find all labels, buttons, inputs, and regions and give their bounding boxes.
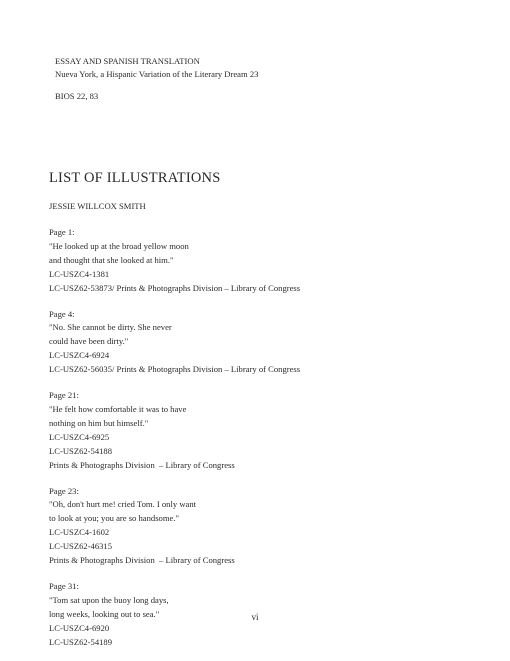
- entry-caption-line: and thought that she looked at him.": [49, 254, 174, 265]
- entry-caption-line: nothing on him but himself.": [49, 417, 149, 428]
- illustration-entry: [49, 308, 469, 378]
- illustration-entry: [49, 226, 469, 296]
- entry-caption-line: "Oh, don't hurt me! cried Tom. I only want: [49, 499, 197, 510]
- entry-reference: LC-USZ62-54189: [49, 636, 113, 647]
- entry-page-label: Page 31:: [49, 580, 79, 591]
- front-spacer: [55, 81, 258, 90]
- entry-reference: LC-USZ62-46315: [49, 541, 113, 552]
- list-title: LIST OF ILLUSTRATIONS: [49, 170, 221, 186]
- artist-name: JESSIE WILLCOX SMITH: [49, 201, 146, 211]
- entry-page-label: Page 1:: [49, 227, 75, 237]
- entry-reference: LC-USZ62-53873/ Prints & Photographs Division – Library of Congress: [49, 282, 301, 293]
- front-line-bios: BIOS 22, 83: [55, 91, 99, 101]
- entry-page-label: Page 23:: [49, 485, 79, 496]
- entry-page-label: Page 21:: [49, 390, 79, 401]
- entry-reference: LC-USZC4-6925: [49, 431, 110, 442]
- entry-reference: LC-USZC4-6924: [49, 350, 110, 361]
- front-line-essay-title: Nueva York, a Hispanic Variation of the Literary Dream 23: [55, 69, 259, 79]
- illustration-entry: [49, 389, 469, 472]
- entry-caption-line: long weeks, looking out to sea.": [49, 608, 160, 619]
- entry-page-label: Page 4:: [49, 308, 75, 319]
- entry-reference: LC-USZ62-54188: [49, 445, 113, 456]
- front-matter-block: [55, 55, 258, 103]
- entry-caption-line: "He felt how comfortable it was to have: [49, 403, 187, 414]
- illustrations-list: [49, 200, 469, 661]
- entry-reference: Prints & Photographs Division – Library of Congress: [49, 459, 235, 470]
- entry-caption-line: "No. She cannot be dirty. She never: [49, 322, 172, 333]
- entry-caption-line: "Tom sat upon the buoy long days,: [49, 594, 169, 605]
- entry-reference: LC-USZ62-56035/ Prints & Photographs Division – Library of Congress: [49, 364, 301, 375]
- entry-caption-line: "He looked up at the broad yellow moon: [49, 240, 189, 251]
- entry-caption-line: could have been dirty.": [49, 336, 129, 347]
- entry-caption-line: to look at you; you are so handsome.": [49, 513, 180, 524]
- illustration-entry: [49, 485, 469, 568]
- page-number: vi: [251, 612, 259, 622]
- entry-reference: LC-USZC4-6920: [49, 622, 110, 633]
- entry-reference: LC-USZC4-1381: [49, 268, 110, 279]
- entry-reference: LC-USZC4-1602: [49, 527, 110, 538]
- front-line-heading: ESSAY AND SPANISH TRANSLATION: [55, 56, 200, 66]
- entry-reference: Prints & Photographs Division – Library of Congress: [49, 555, 235, 566]
